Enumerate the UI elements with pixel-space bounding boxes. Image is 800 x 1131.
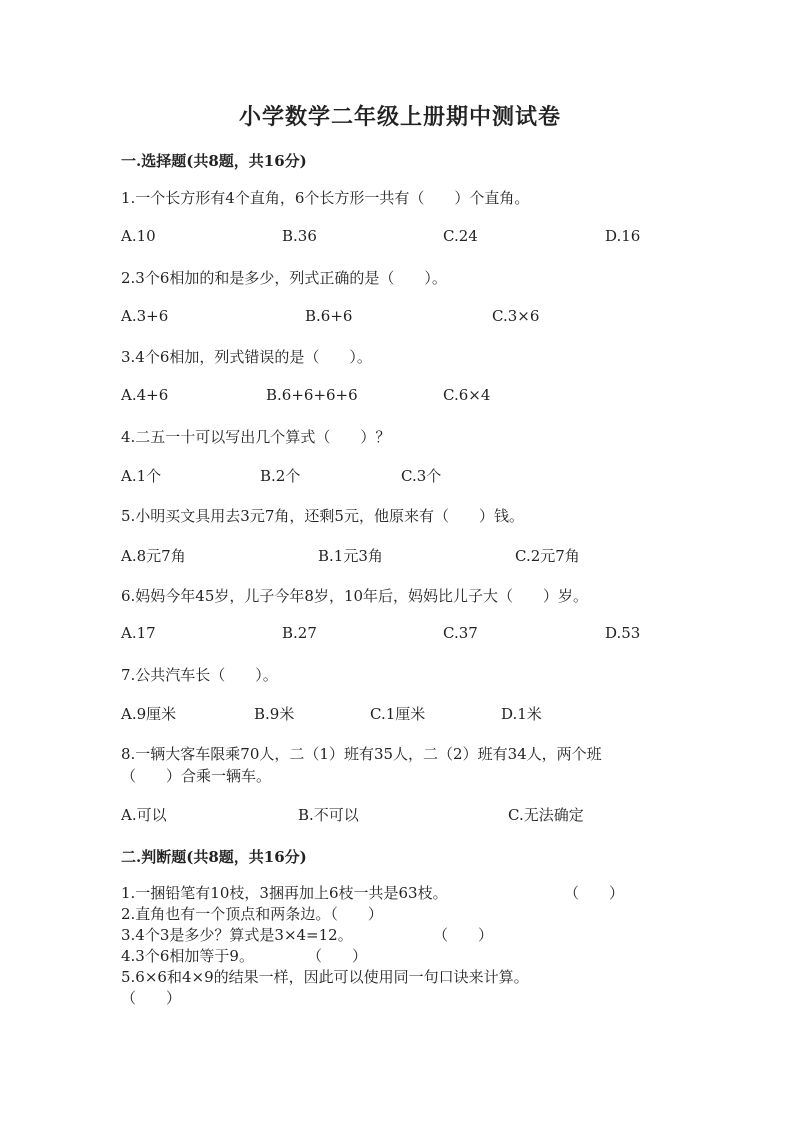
- answer-blank[interactable]: （ ）: [307, 947, 368, 965]
- option-c[interactable]: C.3×6: [492, 307, 540, 325]
- option-c[interactable]: C.6×4: [443, 386, 491, 404]
- question-6: 6.妈妈今年45岁，儿子今年8岁，10年后，妈妈比儿子大（ ）岁。: [121, 587, 589, 605]
- judgement-text: 5.6×6和4×9的结果一样，因此可以使用同一句口诀来计算。: [121, 968, 529, 986]
- option-a[interactable]: A.可以: [121, 806, 167, 824]
- page-title: 小学数学二年级上册期中测试卷: [238, 104, 561, 130]
- options-4: [121, 465, 681, 487]
- option-c[interactable]: C.2元7角: [515, 547, 580, 565]
- options-5: [121, 545, 681, 567]
- options-1: [121, 227, 681, 249]
- options-7: [121, 703, 681, 725]
- answer-blank[interactable]: （ ）: [433, 926, 494, 944]
- judgement-item-5-blank-line: [121, 988, 681, 1009]
- options-8: [121, 804, 681, 826]
- options-6: [121, 624, 681, 646]
- option-d[interactable]: D.16: [605, 227, 641, 245]
- judgement-text: 1.一捆铅笔有10枝，3捆再加上6枝一共是63枝。: [121, 884, 448, 902]
- option-c[interactable]: C.1厘米: [370, 705, 426, 723]
- option-b[interactable]: B.2个: [260, 467, 301, 485]
- option-b[interactable]: B.6+6+6+6: [266, 386, 358, 404]
- answer-blank[interactable]: （ ）: [121, 989, 182, 1007]
- option-a[interactable]: A.9厘米: [121, 705, 177, 723]
- judgement-item-2: [121, 904, 681, 925]
- judgement-item-5: [121, 967, 681, 988]
- option-c[interactable]: C.37: [443, 624, 478, 642]
- option-a[interactable]: A.17: [121, 624, 156, 642]
- judgement-item-4: [121, 946, 681, 967]
- option-b[interactable]: B.不可以: [298, 806, 359, 824]
- option-d[interactable]: D.53: [605, 624, 641, 642]
- option-b[interactable]: B.6+6: [305, 307, 353, 325]
- question-5: 5.小明买文具用去3元7角，还剩5元，他原来有（ ）钱。: [121, 507, 524, 525]
- judgement-text: 4.3个6相加等于9。: [121, 947, 254, 965]
- judgement-text: 2.直角也有一个顶点和两条边。: [121, 905, 331, 923]
- question-4: 4.二五一十可以写出几个算式（ ）？: [121, 428, 391, 446]
- option-a[interactable]: A.8元7角: [121, 547, 186, 565]
- option-b[interactable]: B.9米: [254, 705, 295, 723]
- judgement-text: 3.4个3是多少？算式是3×4=12。: [121, 926, 353, 944]
- options-2: [121, 307, 681, 329]
- section-heading-judgement: 二.判断题(共8题，共16分): [121, 848, 307, 866]
- question-7: 7.公共汽车长（ ）。: [121, 666, 278, 684]
- section-heading-choice: 一.选择题(共8题，共16分): [121, 152, 307, 170]
- option-c[interactable]: C.无法确定: [508, 806, 584, 824]
- options-3: [121, 386, 681, 408]
- question-8: 8.一辆大客车限乘70人，二（1）班有35人，二（2）班有34人，两个班（ ）合乘一辆车。: [121, 745, 602, 785]
- answer-blank[interactable]: （ ）: [564, 884, 625, 902]
- judgement-item-3: [121, 925, 681, 946]
- question-3: 3.4个6相加，列式错误的是（ ）。: [121, 348, 372, 366]
- option-a[interactable]: A.10: [121, 227, 156, 245]
- option-a[interactable]: A.3+6: [121, 307, 169, 325]
- option-a[interactable]: A.1个: [121, 467, 162, 485]
- option-b[interactable]: B.1元3角: [318, 547, 383, 565]
- option-a[interactable]: A.4+6: [121, 386, 169, 404]
- question-1: 1.一个长方形有4个直角，6个长方形一共有（ ）个直角。: [121, 189, 530, 207]
- answer-blank[interactable]: （ ）: [330, 905, 383, 923]
- question-2: 2.3个6相加的和是多少，列式正确的是（ ）。: [121, 269, 447, 287]
- option-b[interactable]: B.36: [282, 227, 317, 245]
- option-c[interactable]: C.24: [443, 227, 478, 245]
- judgement-item-1: [121, 883, 681, 904]
- option-c[interactable]: C.3个: [401, 467, 442, 485]
- option-d[interactable]: D.1米: [501, 705, 542, 723]
- option-b[interactable]: B.27: [282, 624, 317, 642]
